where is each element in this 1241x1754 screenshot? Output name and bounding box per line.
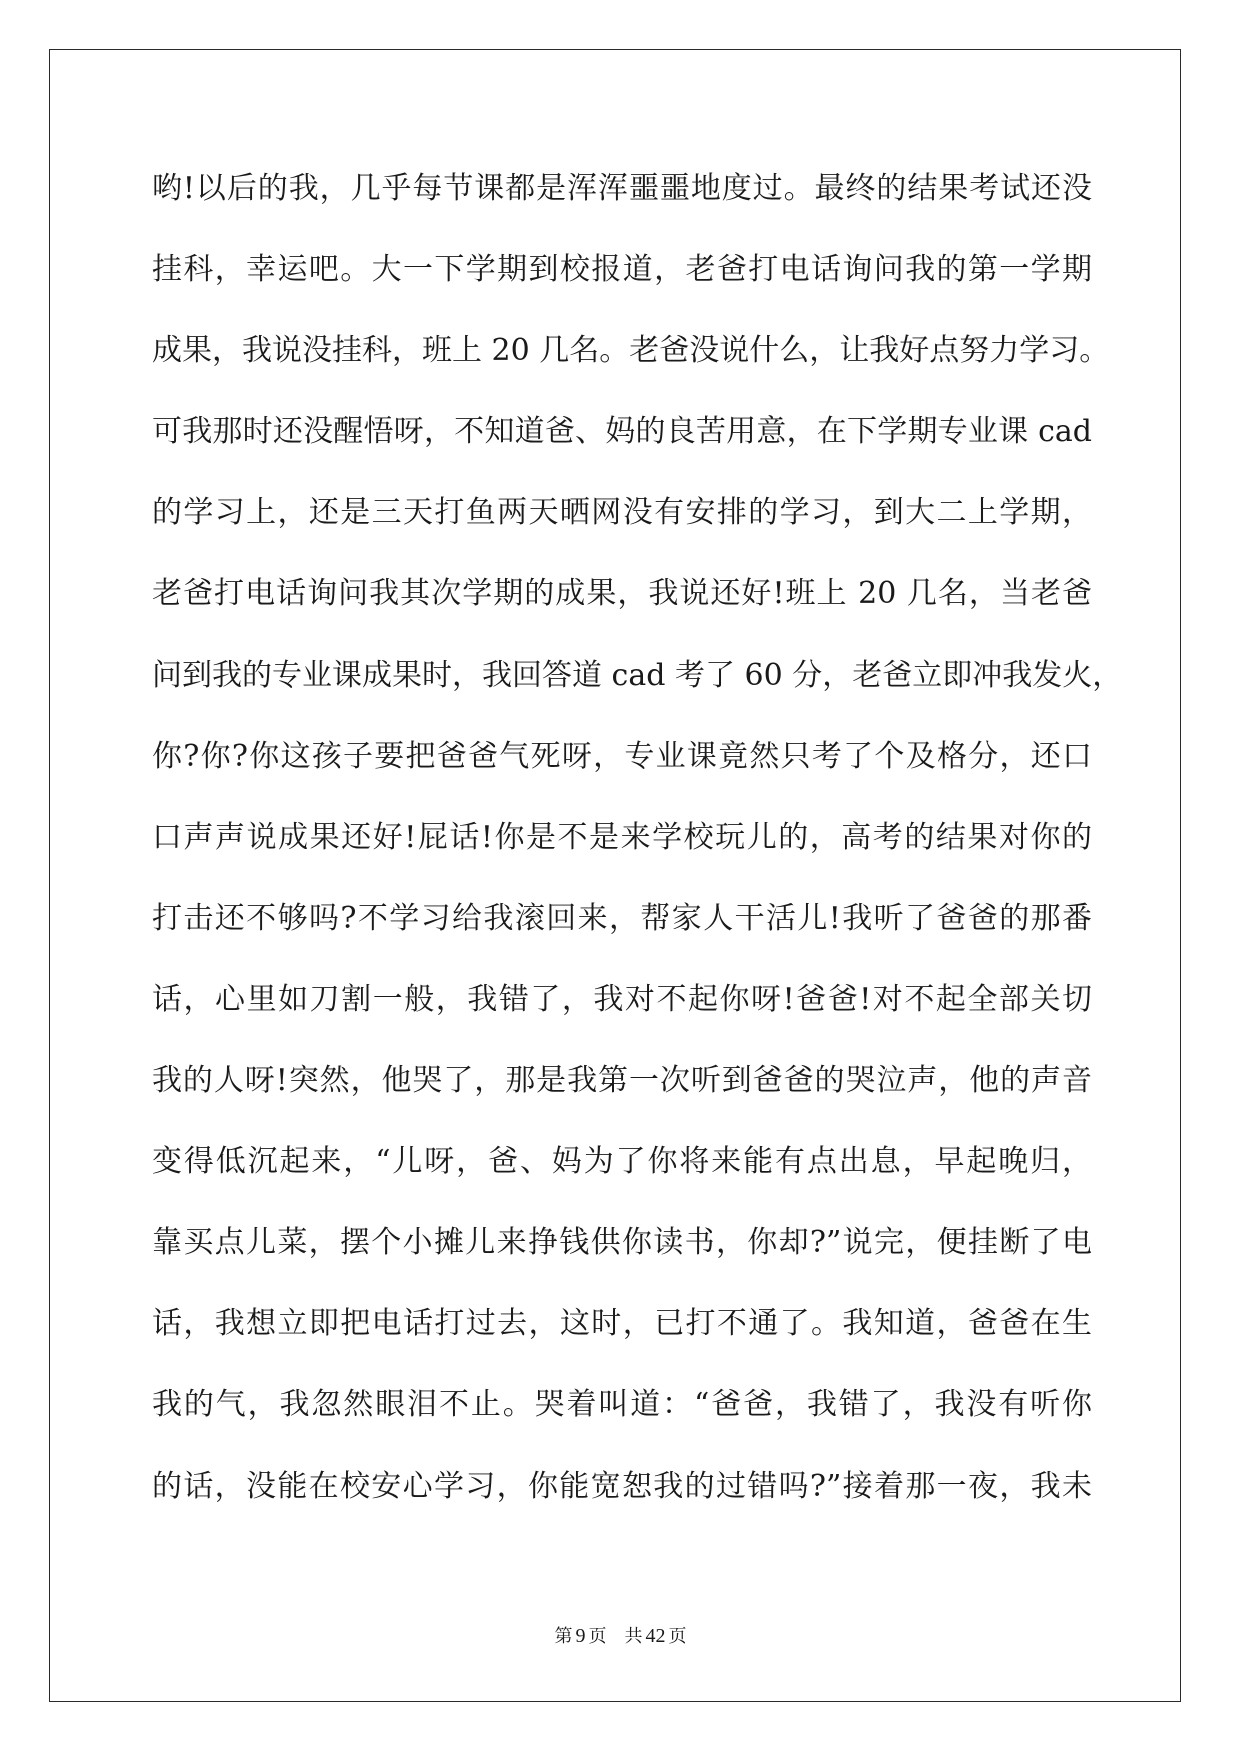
text-line: 口声声说成果还好!屁话!你是不是来学校玩儿的，高考的结果对你的 <box>152 819 1092 855</box>
total-pages: 42 <box>645 1625 666 1647</box>
page-suffix: 页 <box>588 1626 607 1647</box>
text-line: 话，心里如刀割一般，我错了，我对不起你呀!爸爸!对不起全部关切 <box>152 981 1092 1017</box>
text-line: 哟!以后的我，几乎每节课都是浑浑噩噩地度过。最终的结果考试还没 <box>152 171 1092 206</box>
text-line: 老爸打电话询问我其次学期的成果，我说还好!班上 20 几名，当老爸 <box>152 576 1092 612</box>
text-line: 变得低沉起来，“儿呀，爸、妈为了你将来能有点出息，早起晚归， <box>152 1144 1092 1180</box>
text-line: 的话，没能在校安心学习，你能宽恕我的过错吗?”接着那一夜，我未 <box>152 1468 1092 1504</box>
body-text <box>152 148 1123 1527</box>
page-prefix: 第 <box>554 1626 573 1647</box>
text-line: 我的人呀!突然，他哭了，那是我第一次听到爸爸的哭泣声，他的声音 <box>152 1063 1092 1099</box>
text-line: 成果，我说没挂科，班上 20 几名。老爸没说什么，让我好点努力学习。 <box>152 333 1110 369</box>
total-prefix: 共 <box>624 1626 643 1647</box>
text-line: 的学习上，还是三天打鱼两天晒网没有安排的学习，到大二上学期， <box>152 495 1092 531</box>
page-footer <box>0 1622 1241 1648</box>
text-line: 我的气，我忽然眼泪不止。哭着叫道：“爸爸，我错了，我没有听你 <box>152 1387 1092 1423</box>
text-line: 靠买点儿菜，摆个小摊儿来挣钱供你读书，你却?”说完，便挂断了电 <box>152 1225 1092 1261</box>
text-line: 可我那时还没醒悟呀，不知道爸、妈的良苦用意，在下学期专业课 cad <box>152 414 1092 450</box>
text-line: 问到我的专业课成果时，我回答道 cad 考了 60 分，老爸立即冲我发火， <box>152 657 1123 693</box>
text-line: 你?你?你这孩子要把爸爸气死呀，专业课竟然只考了个及格分，还口 <box>152 738 1092 774</box>
text-line: 挂科，幸运吧。大一下学期到校报道，老爸打电话询问我的第一学期 <box>152 252 1092 288</box>
text-line: 打击还不够吗?不学习给我滚回来，帮家人干活儿!我听了爸爸的那番 <box>152 900 1092 936</box>
page-number: 9 <box>575 1625 586 1647</box>
text-line: 话，我想立即把电话打过去，这时，已打不通了。我知道，爸爸在生 <box>152 1306 1092 1342</box>
total-suffix: 页 <box>668 1626 687 1647</box>
